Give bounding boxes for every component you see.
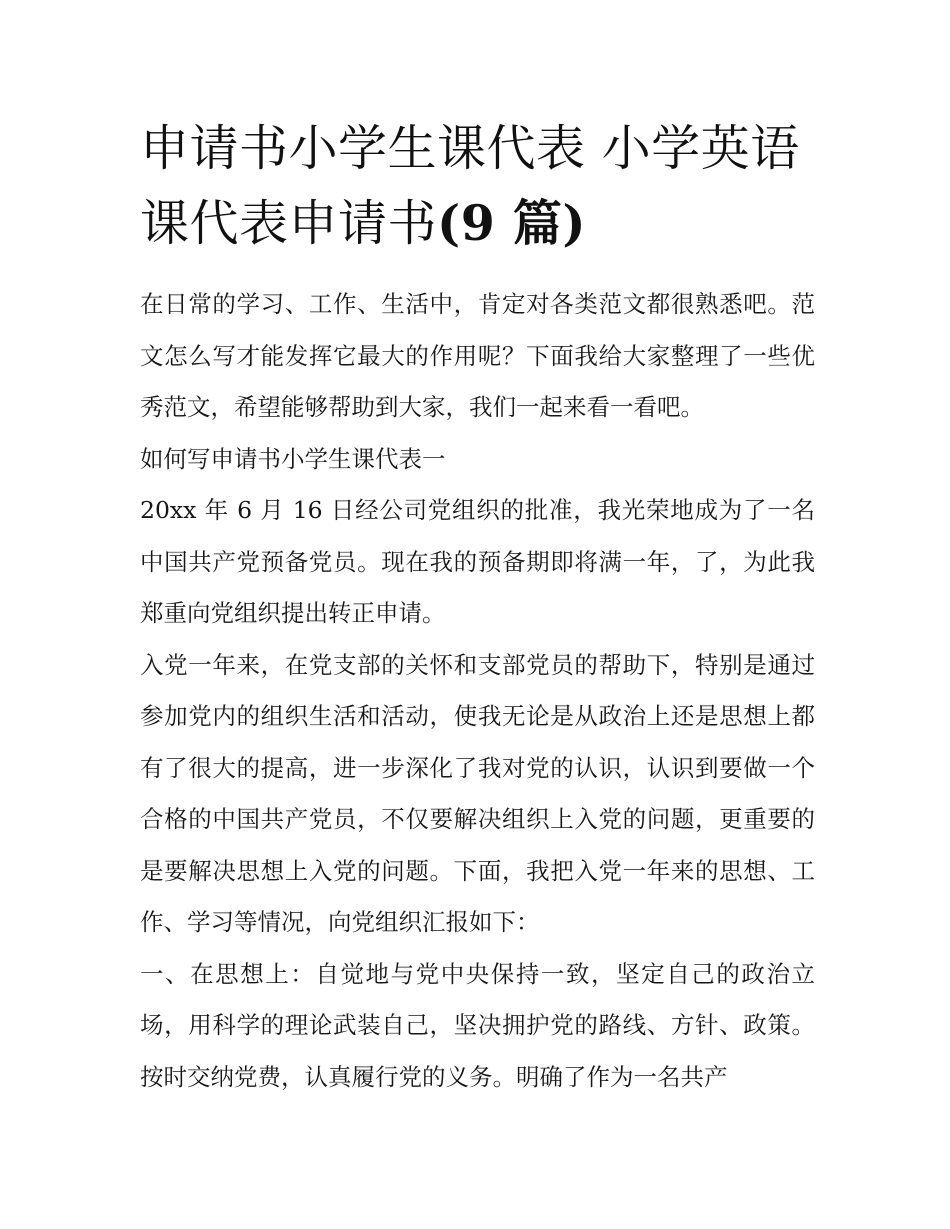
body-paragraph: 入党一年来，在党支部的关怀和支部党员的帮助下，特别是通过参加党内的组织生活和活动，使我无论是从政治上还是思想上都有了很大的提高，进一步深化了我对党的认识，认识到要做一个合格的中国共产党员，不仅要解决组织上入党的问题，更重要的是要解决思想上入党的问题。下面，我把入党一年来的思想、工作、学习等情况，向党组织汇报如下： (140, 650, 815, 936)
document-title-count: (9 篇) (437, 194, 587, 252)
body-paragraph: 一、在思想上：自觉地与党中央保持一致，坚定自己的政治立场，用科学的理论武装自己，坚决拥护党的路线、方针、政策。按时交纳党费，认真履行党的义务。明确了作为一名共产 (140, 959, 815, 1091)
intro-paragraph: 在日常的学习、工作、生活中，肯定对各类范文都很熟悉吧。范文怎么写才能发挥它最大的作用呢？下面我给大家整理了一些优秀范文，希望能够帮助到大家，我们一起来看一看吧。 (140, 290, 815, 421)
document-body (140, 279, 815, 1103)
body-paragraph: 20xx 年 6 月 16 日经公司党组织的批准，我光荣地成为了一名中国共产党预备党员。现在我的预备期即将满一年，了，为此我郑重向党组织提出转正申请。 (140, 496, 815, 627)
document-title (140, 112, 820, 261)
document-title-main: 申请书小学生课代表 小学英语课代表申请书 (140, 120, 800, 252)
section-heading: 如何写申请书小学生课代表一 (140, 444, 446, 473)
